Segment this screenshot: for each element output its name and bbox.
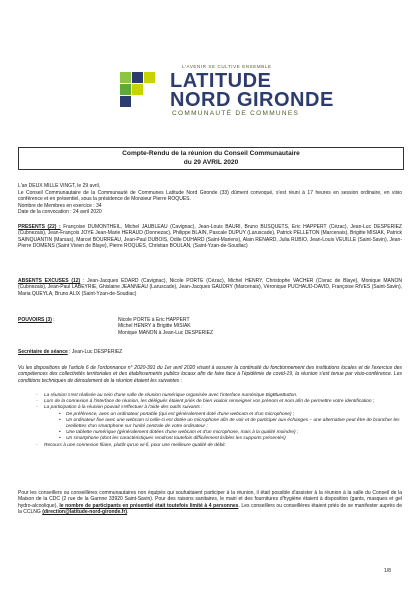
document-title: Compte-Rendu de la réunion du Conseil Communautaire xyxy=(122,150,300,157)
final-paragraph xyxy=(18,490,402,516)
pouvoirs-separator: : xyxy=(51,317,55,323)
logo-line-2: NORD GIRONDE xyxy=(170,89,334,111)
tool-item: • Un smartphone (dont les caractéristiques rendront toutefois difficilement lisibles les supports présentés) xyxy=(58,436,402,442)
pouvoirs-heading xyxy=(18,317,55,323)
document-date: du 29 AVRIL 2020 xyxy=(183,159,239,166)
condition-item xyxy=(36,405,402,442)
absents-label: ABSENTS EXCUSES (12) xyxy=(18,278,81,284)
presents-label: PRESENTS (22) : xyxy=(18,224,61,230)
tool-item: • Une tablette numérique (généralement dotées d'une webcam et d'un microphone, mais à la qualité moindre) ; xyxy=(58,430,402,436)
absents-list: : Jean-Jacques EDARD (Cavignac), Nicole PORTE (Cézac), Michel HENRY, Christophe VACHER (Civrac de Blaye), Monique MANON (Cubnezais), Jean-Paul LABEYRIE, Ghislaine JEANNEAU (Laruscade), Jean-Jacques GAUDRY (Marcenais), Véronique PUCHAUD-DAVID, Françoise RIVES (Saint-Savin), Maria QUEYLA, Bruno ALIX (Saint-Yzan-de-Soudiac) xyxy=(18,278,402,297)
logo-mark-icon xyxy=(120,72,166,118)
logo-tagline: L'AVENIR SE CULTIVE ENSEMBLE xyxy=(182,64,272,69)
secretaire-label: Secrétaire de séance xyxy=(18,349,68,355)
contact-email-link[interactable]: (direction@latitude-nord-gironde.fr) xyxy=(42,509,128,516)
tool-item: • De préférence, avec un ordinateur portable (qui est généralement doté d'une webcam et d'un microphone) ; xyxy=(58,412,402,418)
condition-item-text: La participation à la réunion pouvait s'effectuer à l'aide des outils suivants : xyxy=(44,405,203,411)
ordonnance-paragraph: Vu les dispositions de l'article 6 de l'ordonnance n° 2020-391 du 1er avril 2020 visant à assurer la continuité du fonctionnement des institutions locales et de l'exercice des compétences des collectivités territoriales et des établissements publics locaux afin de faire face à l'épidémie de covid-19, la réunion s'est tenue par visio-conférence. Les conditions techniques de déroulement de la réunion étaient les suivantes : xyxy=(18,365,402,384)
pouvoir-item: Michel HENRY à Brigitte MISIAK xyxy=(118,323,191,330)
intro-members: Nombre de Membres en exercice : 34 xyxy=(18,203,102,209)
condition-item: - Lors de la connexion à l'interface de réunion, les délégués étaient priés de bien vouloir renseigner vos prénom et nom afin de permettre votre identification ; xyxy=(36,399,402,405)
pouvoir-item: Nicole PORTE à Eric HAPPERT xyxy=(118,317,190,323)
presents-list: Françoise DUMONTHEIL, Michel JAUBLEAU (Cavignac), Jean-Louis BAURI, Bruno BUSQUETS, Eric HAPPERT (Cézac), Jean-Luc DESPERIEZ (Cubnezais), Jean-François JOYE Jean-Marie HERAUD (Donnezac), Philippe BLAIN, Pascale DUPUY (Laruscade), Patrick PELLETON (Marcenais), Brigitte MISIAK, Patrick SAINQUANTIN (Marsas), Marcel BOURREAU, Jean-Paul DUBOIS, Odile DUHARD (Saint-Mariens), Alain RENARD, Julia RUBIO, Jean-Louis VEUILLE (Saint-Savin), Jean-Pierre DOMENS (Saint Vivien de Blaye), Pierre ROQUES, Christian BOULAN, (Saint-Yzan-de-Soudiac) xyxy=(18,224,402,250)
tool-item: • Un ordinateur fixe avec une webcam si celle-ci est dotée un microphone afin de voir et de participer aux échanges – une alternative peut être de brancher les oreillettes d'un smartphone sur l'unité centrale de votre ordinateur ; xyxy=(58,418,402,430)
pouvoir-item: Monique MANON à Jean-Luc DESPERIEZ xyxy=(118,329,214,336)
intro-convocation: Le Conseil Communautaire de la Communauté de Communes Latitude Nord Gironde (33) dûment convoqué, s'est réuni à 17 heures en session ordinaire, en visio conférence et en présentiel, sous la présidence de Monsieur Pierre ROQUES. xyxy=(18,190,402,203)
logo-line-1: LATITUDE xyxy=(170,70,272,92)
presents-paragraph xyxy=(18,224,402,250)
conditions-list xyxy=(36,393,402,449)
final-limit: le nombre de participants en présentiel était toutefois limité à 4 personnes xyxy=(59,502,239,509)
final-rest: . Les conseillers ou conseillères étaient priés de se manifester auprès de la CCLNG xyxy=(18,502,402,516)
condition-item: - Recours à une connexion filaire, plutôt qu'un wi-fi, pour une meilleure qualité de débit. xyxy=(36,443,402,449)
intro-convocation-date: Date de la convocation : 24 avril 2020 xyxy=(18,209,102,215)
absents-paragraph xyxy=(18,278,402,297)
secretaire-name: : Jean-Luc DESPERIEZ xyxy=(67,349,123,355)
pouvoirs-list xyxy=(118,317,213,336)
cc-logo xyxy=(120,58,334,118)
document-title-box xyxy=(18,147,404,170)
intro-date: L'an DEUX MILLE VINGT, le 29 avril, xyxy=(18,183,101,189)
logo-line-3: COMMUNAUTÉ DE COMMUNES xyxy=(172,110,300,117)
tools-list xyxy=(44,412,402,443)
secretaire-line xyxy=(18,349,122,355)
pouvoirs-label: POUVOIRS (3) xyxy=(18,317,52,323)
condition-item: - La réunion s'est réalisée au sein d'une salle de réunion numérique organisée avec l'interface numérique BigBlueButton. xyxy=(36,393,402,399)
final-end: . xyxy=(127,509,129,516)
page-number: 1/8 xyxy=(384,568,391,574)
final-text: Pour les conseillers ou conseillères communautaires non équipés qui souhaitaient participer à la réunion, il était possible d'assister à la réunion à la salle du Conseil de la Maison de la CDC (2 rue de la Garnne 33920 Saint-Savin). Pour des raisons sanitaires, le mairi et des fournitures d'hygiène étaient à disposition (gants, masques et gel hydro-alcoolique), xyxy=(18,490,402,509)
